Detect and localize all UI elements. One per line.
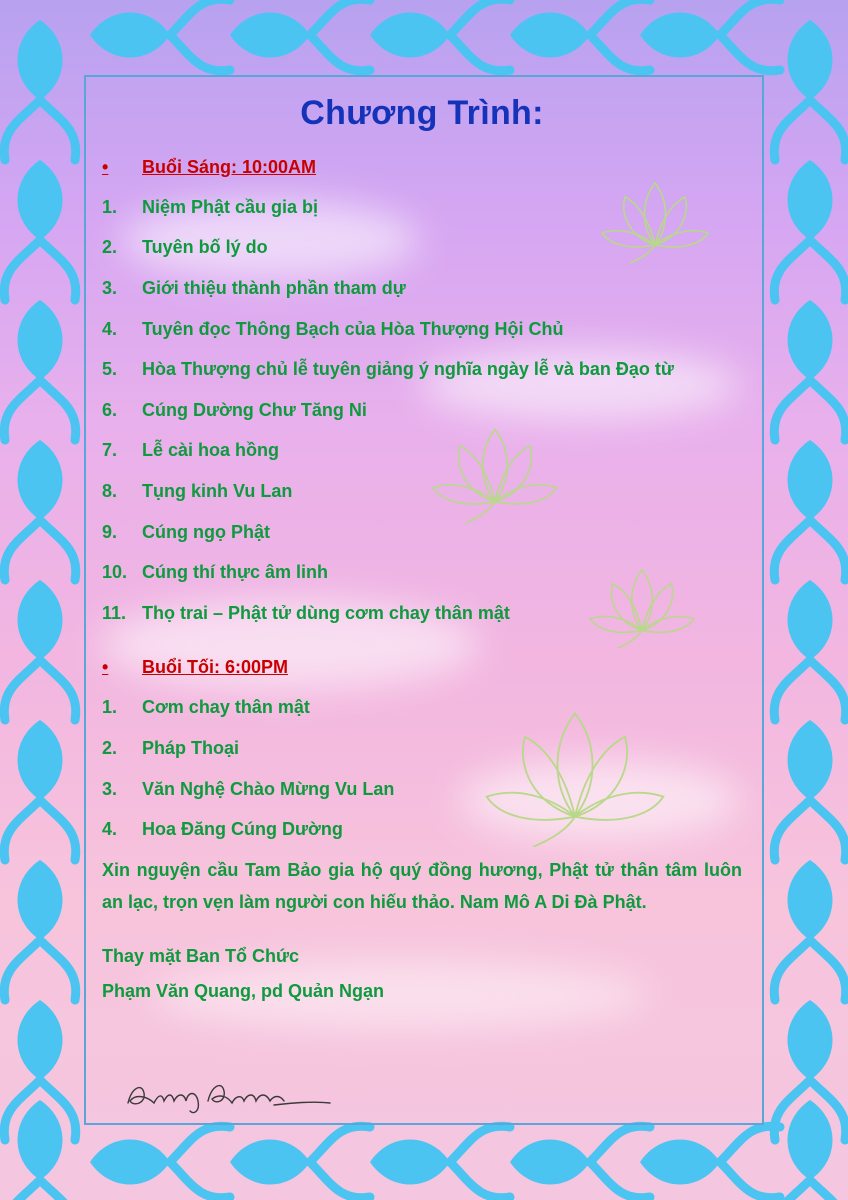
item-text: Cúng Dường Chư Tăng Ni (142, 399, 367, 420)
closing-prayer: Xin nguyện cầu Tam Bảo gia hộ quý đồng hương, Phật tử thân tâm luôn an lạc, trọn vẹn làm người con hiếu thảo. Nam Mô A Di Đà Phật. (102, 859, 742, 912)
item-text: Giới thiệu thành phần tham dự (142, 277, 406, 298)
evening-heading-label: Buổi Tối: 6:00PM (142, 657, 289, 678)
signature-title: Thay mặt Ban Tổ Chức (102, 945, 300, 966)
item-text: Tuyên đọc Thông Bạch của Hòa Thượng Hội Chủ (142, 318, 564, 339)
list-item (102, 809, 742, 850)
item-number: 1. (102, 196, 118, 217)
program-content (102, 90, 742, 1002)
list-item (102, 431, 742, 472)
item-number: 4. (102, 819, 118, 840)
item-number: 11. (102, 602, 127, 623)
morning-list (102, 187, 742, 634)
item-text: Tụng kinh Vu Lan (142, 480, 293, 501)
list-item (102, 349, 742, 390)
list-item (102, 769, 742, 810)
item-text: Cúng thí thực âm linh (142, 562, 329, 583)
morning-heading (102, 147, 742, 187)
item-text: Hoa Đăng Cúng Dường (142, 819, 343, 840)
list-item (102, 390, 742, 431)
item-number: 10. (102, 562, 128, 583)
page-title: Chương Trình: (300, 94, 544, 132)
item-number: 7. (102, 440, 118, 461)
bullet-icon: • (102, 156, 109, 177)
item-text: Lễ cài hoa hồng (142, 440, 280, 461)
item-number: 4. (102, 318, 118, 339)
list-item (102, 268, 742, 309)
item-number: 2. (102, 737, 118, 758)
item-number: 3. (102, 778, 118, 799)
evening-heading (102, 648, 742, 688)
item-text: Văn Nghệ Chào Mừng Vu Lan (142, 778, 395, 799)
item-number: 5. (102, 359, 118, 380)
item-number: 6. (102, 399, 118, 420)
item-text: Hòa Thượng chủ lễ tuyên giảng ý nghĩa ngày lễ và ban Đạo từ (142, 359, 674, 380)
item-number: 3. (102, 277, 118, 298)
list-item (102, 228, 742, 269)
item-text: Thọ trai – Phật tử dùng cơm chay thân mật (142, 602, 510, 623)
list-item (102, 593, 742, 634)
signature-icon (124, 1075, 334, 1115)
bullet-icon: • (102, 657, 109, 678)
item-text: Tuyên bố lý do (142, 237, 268, 258)
list-item (102, 688, 742, 729)
list-item (102, 552, 742, 593)
list-item (102, 512, 742, 553)
list-item (102, 728, 742, 769)
list-item (102, 187, 742, 228)
item-text: Cơm chay thân mật (142, 697, 310, 718)
item-number: 9. (102, 521, 118, 542)
signer-name: Phạm Văn Quang, pd Quản Ngạn (102, 980, 385, 1001)
item-text: Niệm Phật cầu gia bị (142, 196, 319, 217)
list-item (102, 471, 742, 512)
evening-list (102, 688, 742, 850)
morning-heading-label: Buổi Sáng: 10:00AM (142, 156, 317, 177)
item-number: 2. (102, 237, 118, 258)
item-number: 1. (102, 697, 118, 718)
list-item (102, 309, 742, 350)
item-number: 8. (102, 480, 118, 501)
item-text: Cúng ngọ Phật (142, 521, 270, 542)
item-text: Pháp Thoại (142, 737, 240, 758)
spacer (102, 634, 742, 648)
